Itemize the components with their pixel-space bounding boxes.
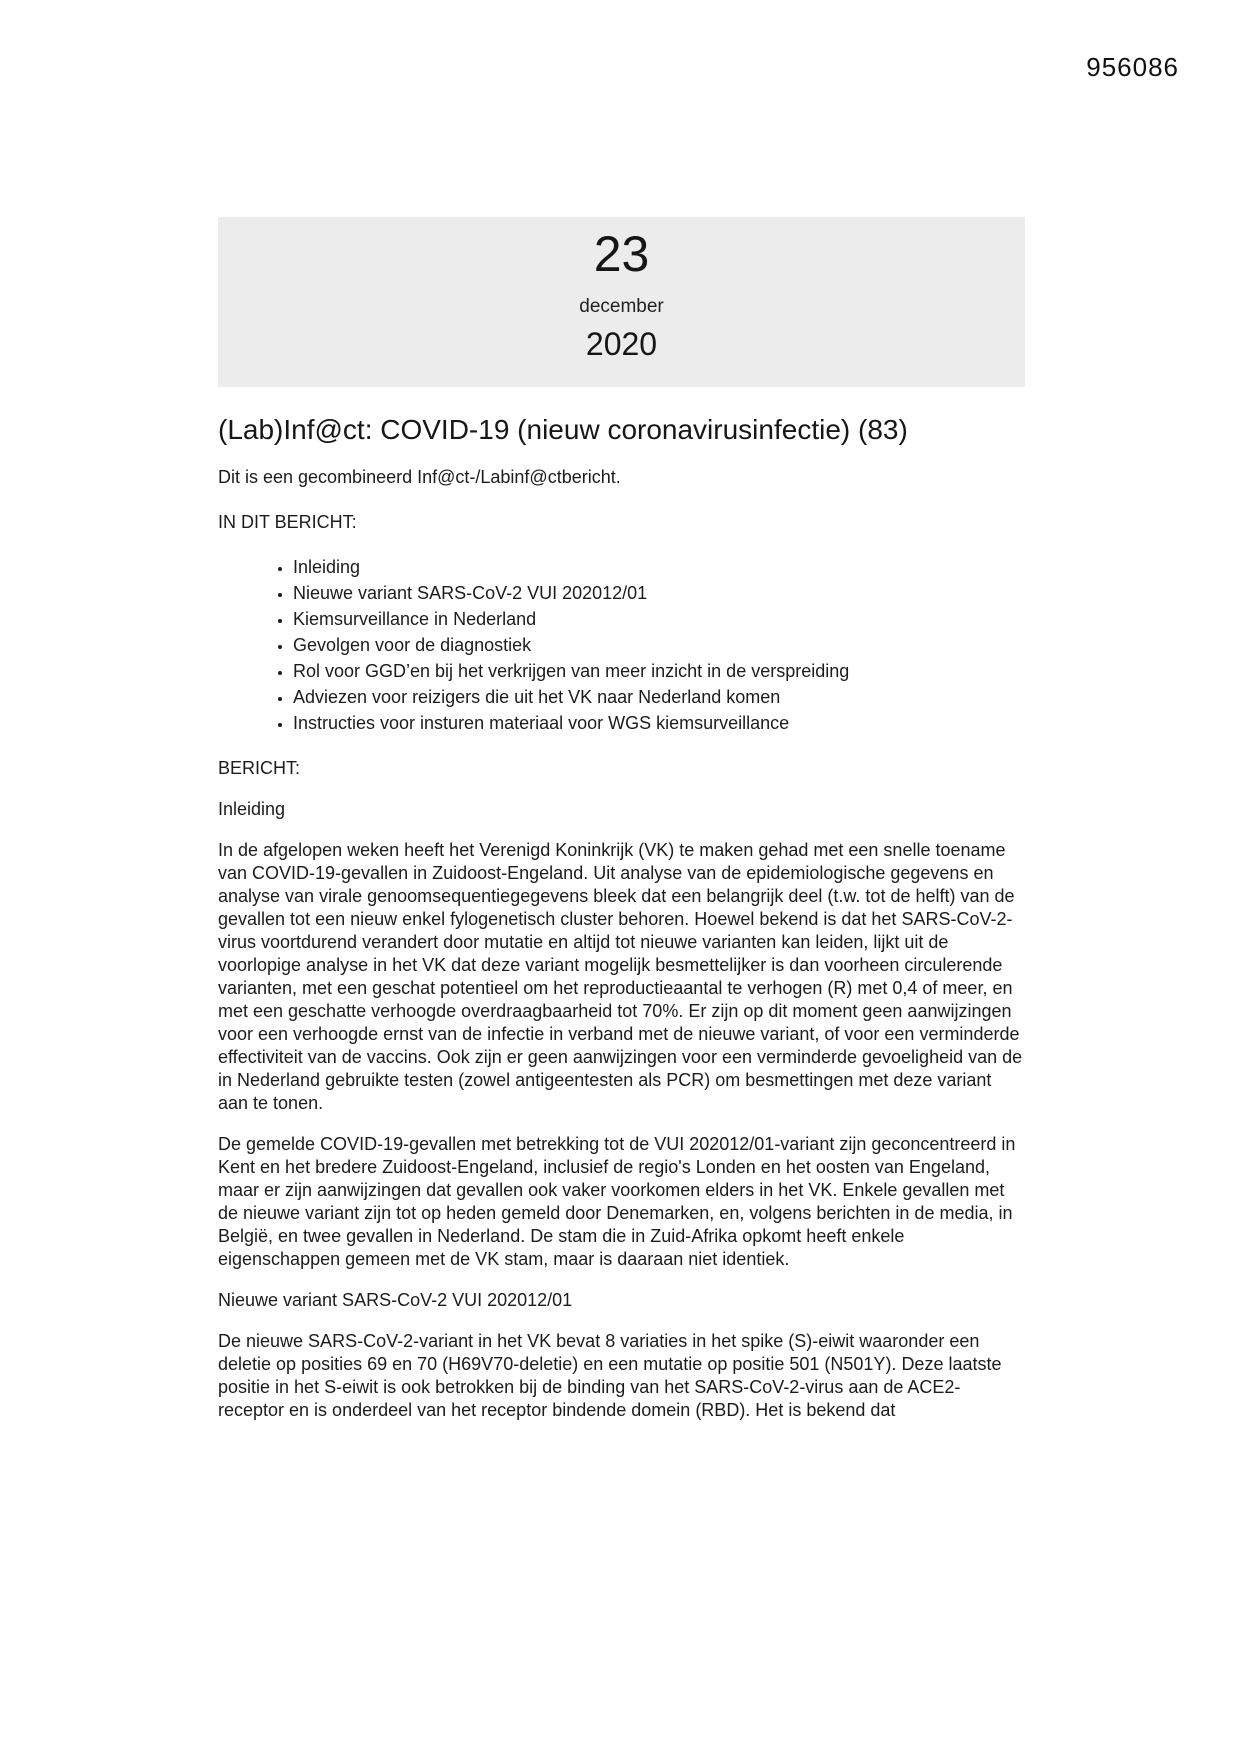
toc-item-gevolgen-diagnostiek: • Gevolgen voor de diagnostiek (293, 634, 1025, 657)
paragraph: De nieuwe SARS-CoV-2-variant in het VK bevat 8 variaties in het spike (S)-eiwit waaronder een deletie op posities 69 en 70 (H69V70-deletie) en een mutatie op positie 501 (N501Y). Deze laatste positie in het S-eiwit is ook betrokken bij de binding van het SARS-CoV-2-virus aan de ACE2-receptor en is onderdeel van het receptor bindende domein (RBD). Het is bekend dat (218, 1331, 1002, 1420)
paragraph: In de afgelopen weken heeft het Verenigd Koninkrijk (VK) te maken gehad met een snelle toename van COVID-19-gevallen in Zuidoost-Engeland. Uit analyse van de epidemiologische gegevens en analyse van virale genoomsequentiegegevens bleek dat een belangrijk deel (t.w. tot de helft) van de gevallen tot een nieuw enkel fylogenetisch cluster behoren. Hoewel bekend is dat het SARS-CoV-2-virus voortdurend verandert door mutatie en altijd tot nieuwe varianten kan leiden, lijkt uit de voorlopige analyse in het VK dat deze variant mogelijk besmettelijker is dan voorheen circulerende varianten, met een geschat potentieel om het reproductieaantal te verhogen (R) met 0,4 of meer, en met een geschatte verhoogde overdraagbaarheid tot 70%. Er zijn op dit moment geen aanwijzingen voor een verhoogde ernst van de infectie in verband met de nieuwe variant, of voor een verminderde effectiviteit van de vaccins. Ook zijn er geen aanwijzingen voor een verminderde gevoeligheid van de in Nederland gebruikte testen (zowel antigeentesten als PCR) om besmettingen met deze variant aan te tonen. (218, 840, 1023, 1113)
date-box (218, 217, 1025, 387)
date-day: 23 (593, 226, 650, 282)
toc-item-instructies-wgs: • Instructies voor insturen materiaal voor WGS kiemsurveillance (293, 712, 1025, 735)
page-title: (Lab)Inf@ct: COVID-19 (nieuw coronavirusinfectie) (83) (218, 414, 908, 445)
toc-list (218, 556, 1025, 735)
date-month: december (579, 296, 664, 317)
bericht-label: BERICHT: (218, 758, 301, 778)
document-number: 956086 (1086, 52, 1179, 82)
section-heading-nieuwe-variant: Nieuwe variant SARS-CoV-2 VUI 202012/01 (218, 1290, 573, 1310)
section-heading-inleiding: Inleiding (218, 799, 286, 819)
date-year: 2020 (585, 326, 658, 362)
toc-item-rol-ggd: • Rol voor GGD’en bij het verkrijgen van meer inzicht in de verspreiding (293, 660, 1025, 683)
intro-line: Dit is een gecombineerd Inf@ct-/Labinf@ctbericht. (218, 467, 621, 487)
toc-item-adviezen-reizigers: • Adviezen voor reizigers die uit het VK naar Nederland komen (293, 686, 1025, 709)
document-page (218, 217, 1025, 1422)
toc-item-kiemsurveillance: • Kiemsurveillance in Nederland (293, 608, 1025, 631)
paragraph: De gemelde COVID-19-gevallen met betrekking tot de VUI 202012/01-variant zijn geconcentreerd in Kent en het bredere Zuidoost-Engeland, inclusief de regio's Londen en het oosten van Engeland, maar er zijn aanwijzingen dat gevallen ook vaker voorkomen elders in het VK. Enkele gevallen met de nieuwe variant zijn tot op heden gemeld door Denemarken, en, volgens berichten in de media, in België, en twee gevallen in Nederland. De stam die in Zuid-Afrika opkomt heeft enkele eigenschappen gemeen met de VK stam, maar is daaraan niet identiek. (218, 1134, 1016, 1269)
toc-item-nieuwe-variant: • Nieuwe variant SARS-CoV-2 VUI 202012/01 (293, 582, 1025, 605)
toc-heading: IN DIT BERICHT: (218, 512, 357, 532)
toc-item-inleiding: • Inleiding (293, 556, 1025, 579)
